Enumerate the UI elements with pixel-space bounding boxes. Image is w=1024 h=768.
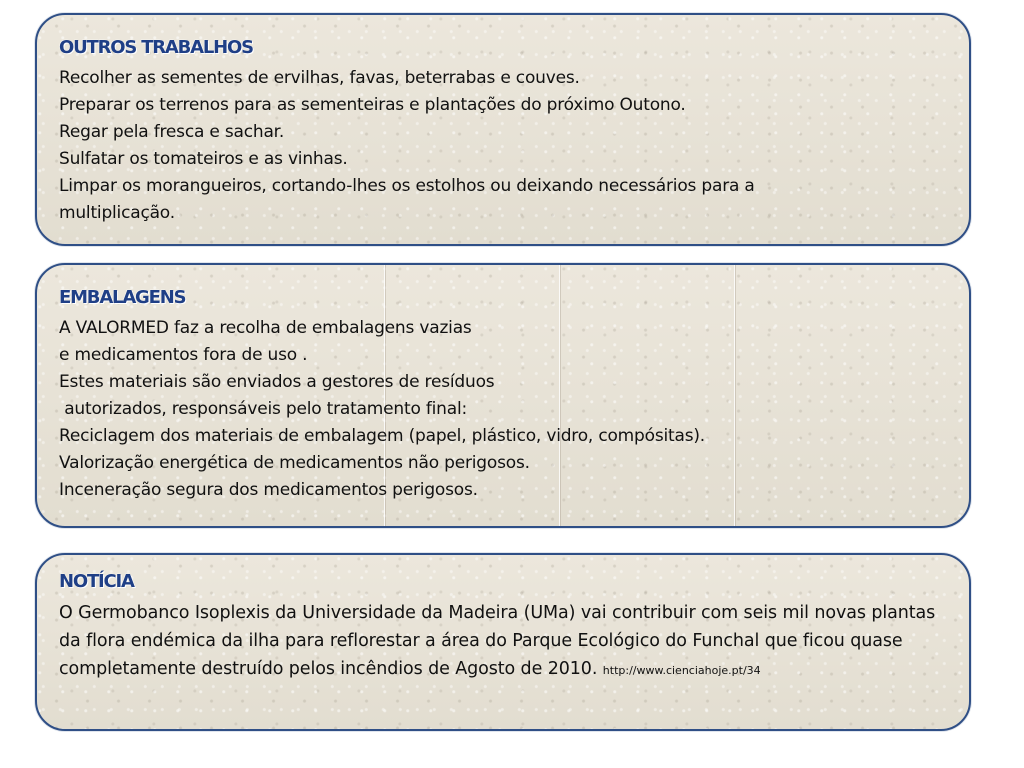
panel-noticia	[35, 553, 971, 731]
outros-line-5: Limpar os morangueiros, cortando-lhes os estolhos ou deixando necessários para a multiplicação.	[59, 176, 755, 223]
heading-noticia: NOTÍCIA	[59, 571, 134, 592]
embalagens-line-3: Estes materiais são enviados a gestores de resíduos	[59, 372, 495, 392]
news-paragraph	[59, 599, 939, 685]
embalagens-line-5: Reciclagem dos materiais de embalagem (papel, plástico, vidro, compósitas).	[59, 426, 705, 446]
panel-embalagens	[35, 263, 971, 528]
outros-line-4: Sulfatar os tomateiros e as vinhas.	[59, 149, 348, 169]
embalagens-list	[59, 315, 969, 504]
embalagens-line-2: e medicamentos fora de uso .	[59, 345, 308, 365]
heading-embalagens: EMBALAGENS	[59, 287, 186, 308]
outros-line-1: Recolher as sementes de ervilhas, favas, beterrabas e couves.	[59, 68, 580, 88]
outros-line-3: Regar pela fresca e sachar.	[59, 122, 285, 142]
outros-line-2: Preparar os terrenos para as sementeiras e plantações do próximo Outono.	[59, 95, 686, 115]
embalagens-line-7: Inceneração segura dos medicamentos perigosos.	[59, 480, 478, 500]
panel-outros-trabalhos	[35, 13, 971, 246]
embalagens-line-1: A VALORMED faz a recolha de embalagens vazias	[59, 318, 472, 338]
news-source-link[interactable]: http://www.cienciahoje.pt/34	[602, 664, 761, 677]
news-body: O Germobanco Isoplexis da Universidade da Madeira (UMa) vai contribuir com seis mil novas plantas da flora endémica da ilha para reflorestar a área do Parque Ecológico do Funchal que ficou quase completamente destruído pelos incêndios de Agosto de 2010.	[59, 603, 936, 679]
embalagens-line-4: autorizados, responsáveis pelo tratamento final:	[59, 399, 467, 419]
outros-trabalhos-list	[59, 65, 969, 227]
embalagens-line-6: Valorização energética de medicamentos não perigosos.	[59, 453, 530, 473]
heading-outros-trabalhos: OUTROS TRABALHOS	[59, 37, 253, 58]
